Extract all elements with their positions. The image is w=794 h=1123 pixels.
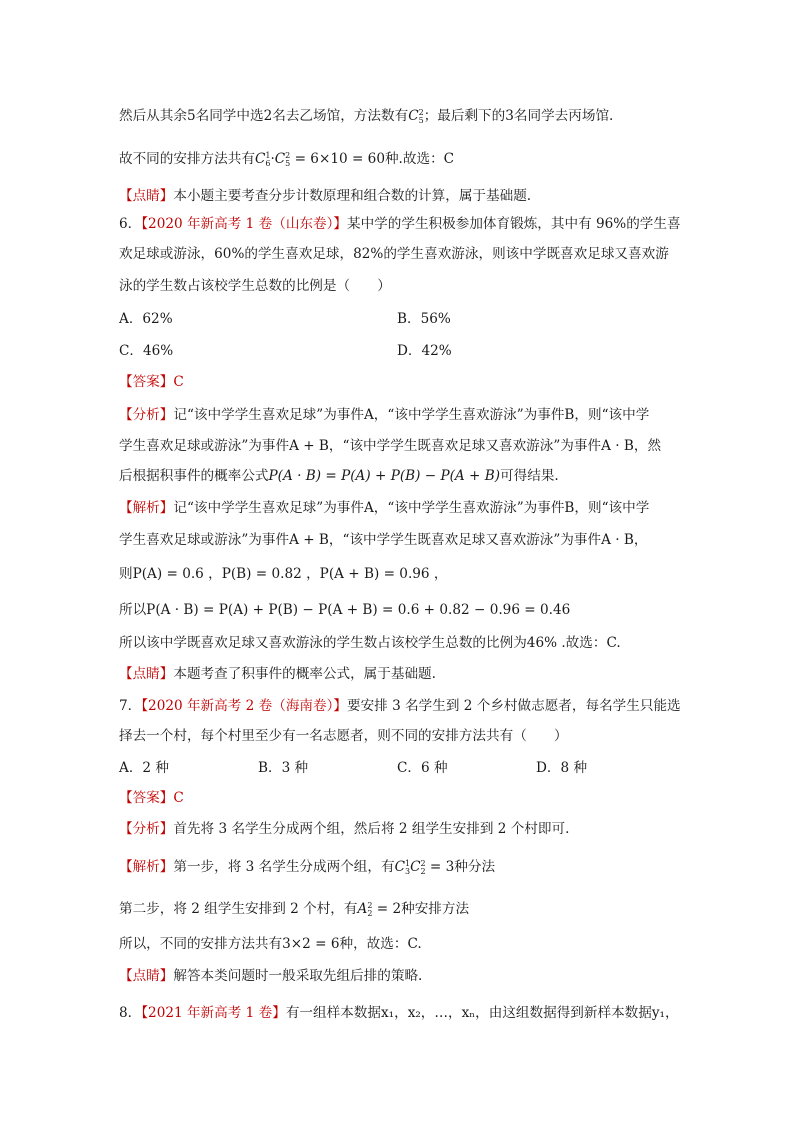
- q6-jiexi-line5: 所以该中学既喜欢足球又喜欢游泳的学生数占该校学生总数的比例为46% .故选：C.: [119, 635, 621, 651]
- q6-stem-line1: 6．【2020 年新高考 1 卷（山东卷）】某中学的学生积极参加体育锻炼，其中有 96%的学生喜: [119, 216, 681, 232]
- q8-stem-line1: 8．【2021 年新高考 1 卷】有一组样本数据x₁，x₂，…，xₙ，由这组数据得到新样本数据y₁，: [119, 1005, 679, 1021]
- q5-dianjing: 【点睛】本小题主要考查分步计数原理和组合数的计算，属于基础题.: [119, 188, 532, 204]
- q6-stem-line2: 欢足球或游泳，60%的学生喜欢足球，82%的学生喜欢游泳，则该中学既喜欢足球又喜欢游: [119, 246, 669, 262]
- q7-answer: 【答案】C: [119, 790, 184, 806]
- q7-dianjing: 【点睛】解答本类问题时一般采取先组后排的策略.: [119, 968, 423, 984]
- q7-option-c: C．6 种: [397, 760, 448, 776]
- q5-line1: 然后从其余5名同学中选2名去乙场馆，方法数有C 2 5 ；最后剩下的3名同学去丙场馆.: [119, 107, 614, 125]
- q6-fenxi-line3: 后根据积事件的概率公式P(A · B) = P(A) + P(B) − P(A + B)可得结果.: [119, 468, 559, 484]
- q7-jiexi-line2: 第二步，将 2 组学生安排到 2 个村，有A 2 2 = 2种安排方法: [119, 900, 470, 918]
- q6-dianjing: 【点睛】本题考查了积事件的概率公式，属于基础题.: [119, 666, 436, 682]
- q6-jiexi-line4: 所以P(A · B) = P(A) + P(B) − P(A + B) = 0.6 + 0.82 − 0.96 = 0.46: [119, 602, 571, 618]
- q7-stem-line1: 7．【2020 年新高考 2 卷（海南卷）】要安排 3 名学生到 2 个乡村做志愿者，每名学生只能选: [119, 698, 681, 714]
- q6-jiexi-line2: 学生喜欢足球或游泳”为事件A + B，“该中学学生既喜欢足球又喜欢游泳”为事件A · B，: [119, 532, 648, 548]
- q6-stem-line3: 泳的学生数占该校学生总数的比例是（ ）: [119, 278, 391, 294]
- q6-answer: 【答案】C: [119, 374, 184, 390]
- q7-fenxi: 【分析】首先将 3 名学生分成两个组，然后将 2 组学生安排到 2 个村即可.: [119, 821, 570, 837]
- q6-fenxi-line2: 学生喜欢足球或游泳”为事件A + B，“该中学学生既喜欢足球又喜欢游泳”为事件A · B，然: [119, 438, 662, 454]
- q7-jiexi-line1: 【解析】第一步，将 3 名学生分成两个组，有C 1 3 C 2 2 = 3种分法: [119, 858, 496, 876]
- q6-fenxi-line1: 【分析】记“该中学学生喜欢足球”为事件A，“该中学学生喜欢游泳”为事件B，则“该中学: [119, 407, 650, 423]
- q6-option-a: A．62%: [119, 311, 173, 327]
- combination-symbol: C: [408, 108, 419, 124]
- q7-jiexi-line3: 所以，不同的安排方法共有3×2 = 6种，故选：C.: [119, 936, 422, 952]
- q6-option-b: B．56%: [397, 311, 451, 327]
- q6-option-c: C．46%: [119, 343, 174, 359]
- q7-option-d: D．8 种: [536, 760, 588, 776]
- q6-jiexi-line1: 【解析】记“该中学学生喜欢足球”为事件A，“该中学学生喜欢游泳”为事件B，则“该中学: [119, 500, 650, 516]
- q7-stem-line2: 择去一个村，每个村里至少有一名志愿者，则不同的安排方法共有（ ）: [119, 728, 568, 744]
- q6-jiexi-line3: 则P(A) = 0.6 ，P(B) = 0.82 ，P(A + B) = 0.96 ，: [119, 566, 448, 582]
- q6-option-d: D．42%: [397, 343, 452, 359]
- q7-option-b: B．3 种: [258, 760, 309, 776]
- q5-line2: 故不同的安排方法共有C 1 6 ·C 2 5 = 6×10 = 60种.故选：C: [119, 150, 455, 168]
- q7-option-a: A．2 种: [119, 760, 169, 776]
